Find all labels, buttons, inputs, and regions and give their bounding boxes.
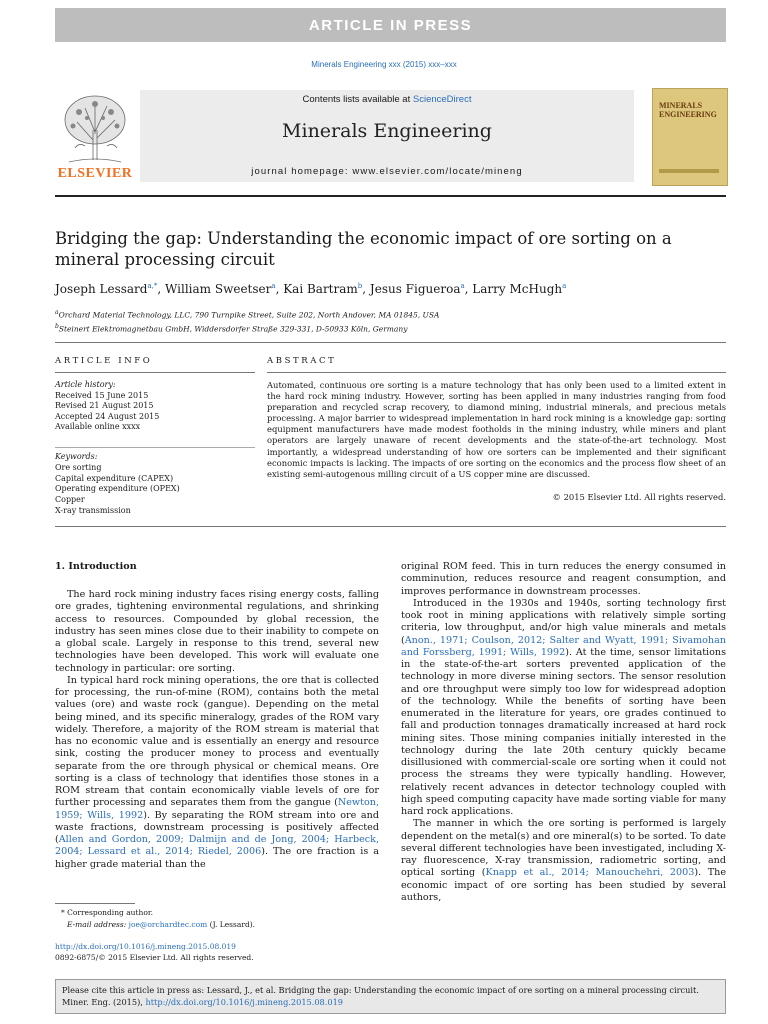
text: ). The ore fraction is a higher grade material than the [55, 846, 379, 870]
divider [55, 526, 726, 527]
author-name[interactable]: William Sweetser [165, 282, 272, 296]
article-info-heading: ARTICLE INFO [55, 356, 153, 366]
author-name[interactable]: Jesus Figueroa [369, 282, 461, 296]
body-column-left [55, 589, 379, 871]
text: ). By separating the ROM stream into ore and waste fractions, downstream processing is positively affected ( [55, 809, 379, 845]
keyword: Operating expenditure (OPEX) [55, 484, 180, 494]
article-in-press-banner: ARTICLE IN PRESS [55, 8, 726, 42]
citation-link[interactable]: Allen and Gordon, 2009; Dalmijn and de Jong, 2004; Harbeck, 2004; Lessard et al., 2014; Riedel, 2006 [55, 834, 379, 858]
journal-reference-link[interactable]: Minerals Engineering xxx (2015) xxx–xxx [311, 60, 457, 69]
affiliation [55, 321, 695, 335]
keyword: Capital expenditure (CAPEX) [55, 473, 174, 483]
cover-title: MINERALS ENGINEERING [659, 101, 717, 119]
author-affiliation-mark[interactable]: a [271, 282, 276, 290]
text: Introduced in the 1930s and 1940s, sorting technology first took root in mining applications with relatively simple sorting criteria, low throughput, and/or high value minerals and metals ( [401, 597, 726, 646]
article-history [55, 380, 255, 433]
keywords [55, 452, 255, 517]
history-item: Available online xxxx [55, 422, 141, 431]
corresponding-author: * Corresponding author. [61, 908, 154, 917]
footnote [55, 907, 385, 931]
keyword: Ore sorting [55, 462, 102, 472]
history-label: Article history: [55, 380, 116, 389]
journal-cover-image [652, 88, 728, 186]
author-name[interactable]: Kai Bartram [283, 282, 358, 296]
publisher-name: ELSEVIER [57, 166, 133, 181]
section-heading: 1. Introduction [55, 561, 137, 572]
paragraph [401, 818, 726, 904]
cover-decoration [659, 169, 719, 173]
abstract-heading: ABSTRACT [267, 356, 337, 366]
affiliations [55, 307, 695, 334]
citation-text: Please cite this article in press as: Lessard, J., et al. Bridging the gap: Understanding the economic impact of ore sorting on a mineral processing circuit. Miner. Eng. (2015), [62, 985, 699, 1007]
abstract-text: Automated, continuous ore sorting is a mature technology that has only been used to a limited extent in the hard rock mining industry. However, sorting has been applied in many industries ranging from food preparation and recycled scrap recovery, to diamond mining, industrial minerals, and precious metals processing. A major barrier to widespread implementation in hard rock mining is a knowledge gap: sorting equipment manufacturers have made modest footholds in the mining industry, while miners and plant operators are largely unaware of recent developments and the state-of-the-art technology. Most importantly, a widespread understanding of how ore sorters can be implemented and their significant economic impacts is lacking. The impacts of ore sorting on the economics and the process flow sheet of an existing semi-autogenous milling circuit of a US copper mine are discussed. [267, 380, 726, 479]
sciencedirect-link[interactable]: ScienceDirect [412, 94, 472, 105]
author-affiliation-mark[interactable]: a [562, 282, 567, 290]
header-divider [55, 195, 726, 197]
elsevier-logo [55, 90, 135, 182]
author-name[interactable]: Larry McHugh [472, 282, 563, 296]
divider [55, 372, 255, 373]
copyright: © 2015 Elsevier Ltd. All rights reserved. [552, 492, 726, 502]
email-line [55, 919, 385, 931]
paragraph: The hard rock mining industry faces rising energy costs, falling ore grades, tightening environmental regulations, and shrinking access to resources. Compounded by global recession, the industry has seen mines close due to their inability to compete on a global scale. Largely in response to this trend, several new technologies have been developed. This work will evaluate one technology in particular: ore sorting. [55, 589, 379, 674]
doi-block [55, 941, 385, 963]
footnote-divider [55, 903, 135, 904]
history-item: Revised 21 August 2015 [55, 401, 154, 410]
author-name[interactable]: Joseph Lessard [55, 282, 148, 296]
divider [55, 447, 255, 448]
contents-line [140, 94, 634, 105]
text: ). At the time, sensor limitations in the state-of-the-art sorters prevented application of the technology in more diverse mining sectors. The sensor resolution and ore throughput were simply too low for widespread adoption of the technology. While the benefits of sorting have been enumerated in the literature for years, ore grades continued to fall and production tonnages dramatically increased at hard rock mining sites. Those mining companies initially interested in the technology during the late 20th century quickly became disillusioned with commercial-scale ore sorting when it could not process the streams they were typically handling. However, relatively recent advances in detector technology coupled with high speed computing capacity have made sorting viable for many hard rock applications. [401, 646, 726, 817]
citation-link[interactable]: Newton, 1959; Wills, 1992 [55, 797, 379, 821]
affiliation-text: Steinert Elektromagnetbau GmbH, Widdersdorfer Straße 329-331, D-50933 Köln, Germany [58, 324, 408, 333]
citation-box [55, 979, 726, 1014]
author-affiliation-mark[interactable]: a,* [147, 282, 158, 290]
doi-link[interactable]: http://dx.doi.org/10.1016/j.mineng.2015.08.019 [55, 942, 236, 951]
author-affiliation-mark[interactable]: b [357, 282, 363, 290]
history-item: Accepted 24 August 2015 [55, 411, 160, 421]
keyword: Copper [55, 495, 85, 505]
citation-link[interactable]: Knapp et al., 2014; Manouchehri, 2003 [485, 867, 695, 879]
email-link[interactable]: joe@orchardtec.com [128, 920, 208, 929]
affiliation-mark: b [55, 322, 59, 330]
paragraph [401, 598, 726, 819]
paragraph: original ROM feed. This in turn reduces the energy consumed in comminution, reduces resource and reagent consumption, and improves performance in downstream processes. [401, 561, 726, 597]
body-column-right [401, 561, 726, 904]
divider [55, 342, 726, 343]
keywords-label: Keywords: [55, 452, 98, 461]
issn-line: 0892-6875/© 2015 Elsevier Ltd. All rights reserved. [55, 953, 254, 962]
text: ). The economic impact of ore sorting has been studied by several authors, [401, 867, 727, 903]
affiliation-text: Orchard Material Technology, LLC, 790 Turnpike Street, Suite 202, North Andover, MA 01845, USA [58, 310, 440, 320]
affiliation [55, 307, 695, 321]
citation-doi-link[interactable]: http://dx.doi.org/10.1016/j.mineng.2015.08.019 [145, 997, 343, 1007]
journal-homepage-link[interactable]: journal homepage: www.elsevier.com/locate/mineng [251, 166, 523, 177]
author-affiliation-mark[interactable]: a [460, 282, 465, 290]
citation-link[interactable]: Anon., 1971; Coulson, 2012; Salter and Wyatt, 1991; Sivamohan and Forssberg, 1991; Wills, 1992 [401, 634, 726, 658]
journal-name: Minerals Engineering [282, 120, 492, 142]
paragraph [55, 675, 379, 871]
divider [267, 372, 726, 373]
email-label: E-mail address: [67, 920, 129, 929]
contents-prefix: Contents lists available at [302, 94, 413, 105]
keyword: X-ray transmission [55, 505, 131, 515]
author-list: Joseph Lessard$^{a,*}$, William Sweetser$^a$, Kai Bartram$^b$, Jesus Figueroa$^a$, Larry McHugh$^a$ [55, 282, 567, 296]
text: The manner in which the ore sorting is performed is largely dependent on the metal(s) and ore mineral(s) to be sorted. To date several different technologies have been investigated, including X-ray fluorescence, X-ray transmission, radiometric sorting, and optical sorting ( [401, 818, 726, 879]
history-item: Received 15 June 2015 [55, 390, 149, 400]
text: In typical hard rock mining operations, the ore that is collected for processing, the run-of-mine (ROM), contains both the metal values (ore) and waste rock (gangue). Depending on the metal being mined, and its specific mineralogy, grades of the ROM vary widely. Therefore, a majority of the ROM stream is material that has no economic value and is essentially an energy and resource sink, costing the producer money to process and eventually separate from the ore through physical or chemical means. Ore sorting is a class of technology that identifies those stones in a ROM stream that contain economically viable levels of ore for further processing and separates them from the gangue ( [55, 674, 379, 809]
email-suffix: (J. Lessard). [207, 920, 256, 929]
article-title: Bridging the gap: Understanding the economic impact of ore sorting on a mineral processing circuit [55, 229, 672, 269]
affiliation-mark: a [55, 309, 59, 316]
